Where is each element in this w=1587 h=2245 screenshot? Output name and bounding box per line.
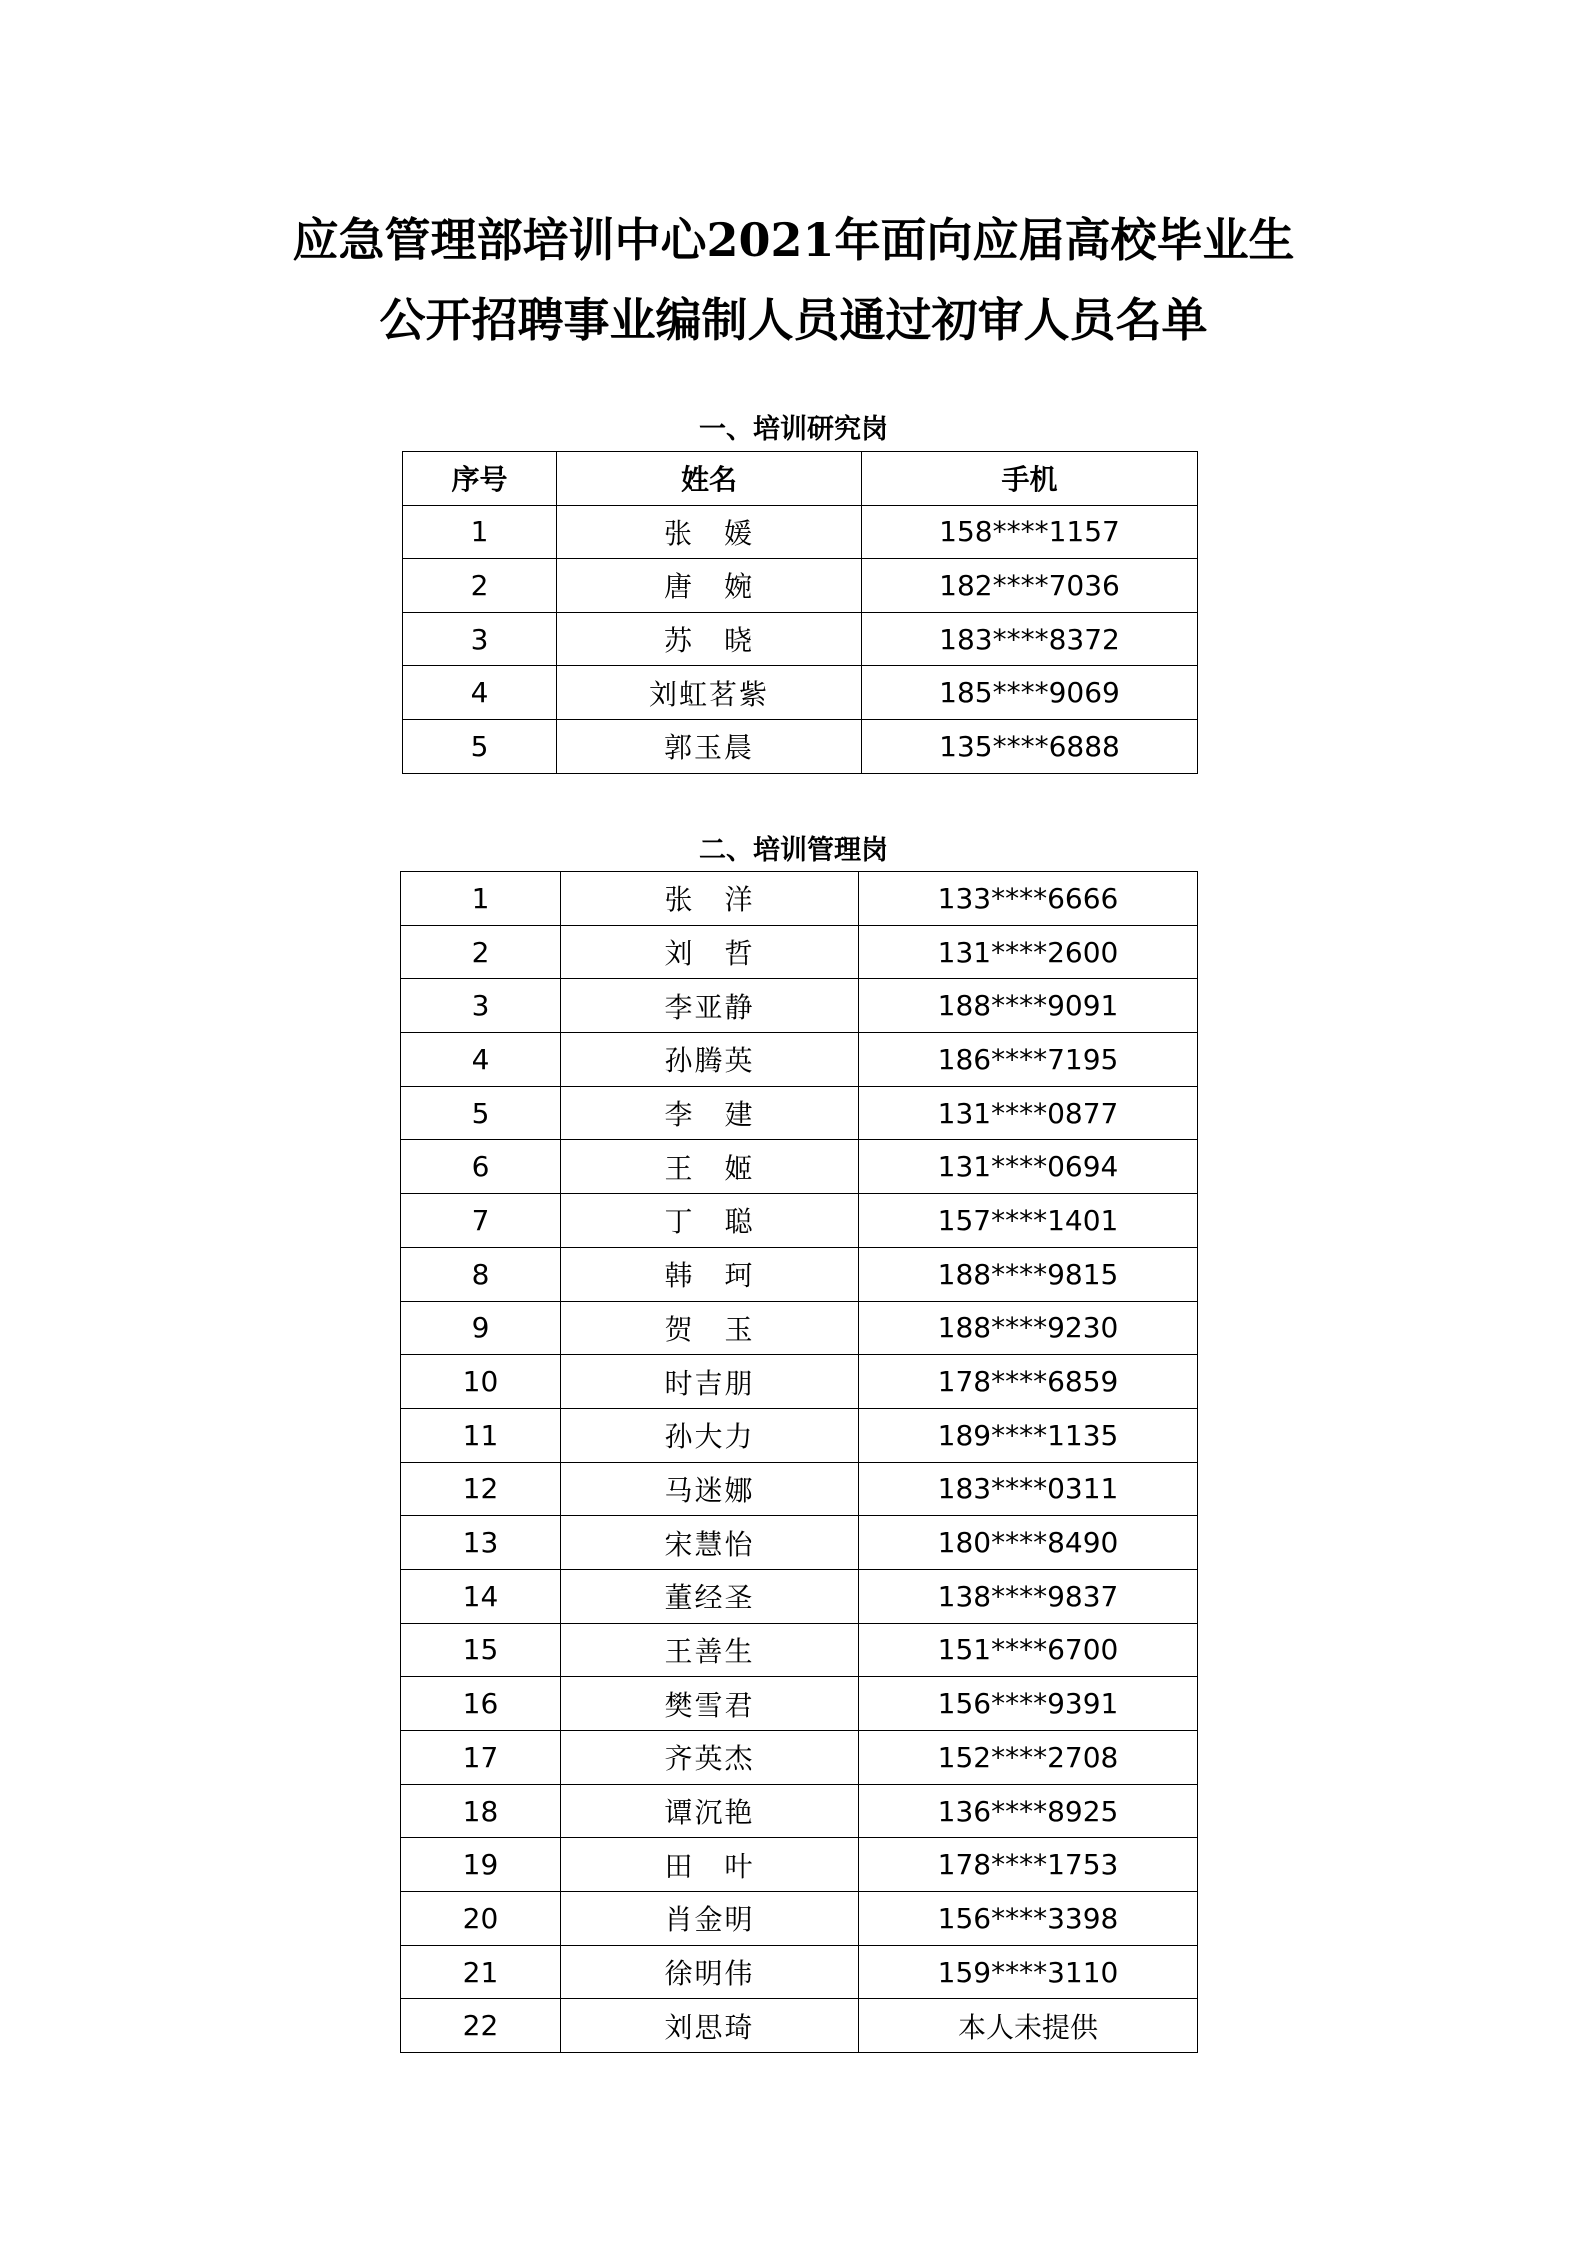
cell-name: 肖金明 [561,1892,859,1946]
research-post-table-body [403,505,1198,773]
cell-number: 14 [401,1569,561,1623]
table-row [401,872,1198,926]
cell-phone: 159****3110 [859,1945,1198,1999]
table-row [401,1569,1198,1623]
document-title-line-1: 应急管理部培训中心2021年面向应届高校毕业生 [292,213,1295,267]
table-row [401,1247,1198,1301]
cell-name: 樊雪君 [561,1677,859,1731]
table-row [401,1623,1198,1677]
cell-name: 刘 哲 [561,925,859,979]
table-row [401,1408,1198,1462]
table-row [401,1355,1198,1409]
table-row [401,1838,1198,1892]
cell-phone: 180****8490 [859,1516,1198,1570]
cell-number: 2 [403,559,557,613]
cell-number: 18 [401,1784,561,1838]
table-row [403,719,1198,773]
cell-name: 张 媛 [557,505,862,559]
table-row [401,1945,1198,1999]
table-row [401,1677,1198,1731]
cell-number: 11 [401,1408,561,1462]
cell-phone: 188****9230 [859,1301,1198,1355]
cell-phone: 131****0877 [859,1086,1198,1140]
cell-number: 19 [401,1838,561,1892]
cell-phone: 188****9815 [859,1247,1198,1301]
section-heading-research: 一、培训研究岗 [699,414,888,445]
table-row [401,1140,1198,1194]
column-header-number: 序号 [403,452,557,506]
cell-number: 1 [401,872,561,926]
cell-phone: 本人未提供 [859,1999,1198,2053]
cell-name: 马迷娜 [561,1462,859,1516]
cell-phone: 156****9391 [859,1677,1198,1731]
table-row [401,1462,1198,1516]
table-row [403,612,1198,666]
table-row [401,1784,1198,1838]
cell-number: 3 [401,979,561,1033]
section-heading-management: 二、培训管理岗 [699,835,888,866]
cell-number: 6 [401,1140,561,1194]
management-post-table [400,871,1198,2053]
cell-phone: 138****9837 [859,1569,1198,1623]
cell-number: 9 [401,1301,561,1355]
cell-name: 齐英杰 [561,1731,859,1785]
cell-name: 刘思琦 [561,1999,859,2053]
cell-phone: 189****1135 [859,1408,1198,1462]
table-row [401,1086,1198,1140]
cell-name: 田 叶 [561,1838,859,1892]
cell-phone: 156****3398 [859,1892,1198,1946]
cell-phone: 178****6859 [859,1355,1198,1409]
cell-name: 李 建 [561,1086,859,1140]
cell-phone: 151****6700 [859,1623,1198,1677]
table-row [401,1194,1198,1248]
cell-name: 李亚静 [561,979,859,1033]
cell-phone: 158****1157 [862,505,1198,559]
cell-phone: 135****6888 [862,719,1198,773]
cell-name: 韩 珂 [561,1247,859,1301]
table-row [401,925,1198,979]
cell-number: 8 [401,1247,561,1301]
cell-phone: 157****1401 [859,1194,1198,1248]
cell-name: 王 姬 [561,1140,859,1194]
cell-number: 15 [401,1623,561,1677]
cell-name: 唐 婉 [557,559,862,613]
cell-number: 4 [403,666,557,720]
cell-number: 20 [401,1892,561,1946]
column-header-phone: 手机 [862,452,1198,506]
cell-phone: 133****6666 [859,872,1198,926]
table-row [401,1731,1198,1785]
table-row [403,666,1198,720]
cell-number: 5 [403,719,557,773]
cell-number: 1 [403,505,557,559]
cell-phone: 185****9069 [862,666,1198,720]
management-post-table-body [401,872,1198,2053]
table-row [401,979,1198,1033]
cell-number: 3 [403,612,557,666]
cell-phone: 178****1753 [859,1838,1198,1892]
cell-phone: 183****0311 [859,1462,1198,1516]
cell-phone: 131****0694 [859,1140,1198,1194]
cell-phone: 188****9091 [859,979,1198,1033]
cell-phone: 182****7036 [862,559,1198,613]
cell-number: 21 [401,1945,561,1999]
cell-phone: 136****8925 [859,1784,1198,1838]
cell-name: 贺 玉 [561,1301,859,1355]
cell-name: 谭沉艳 [561,1784,859,1838]
cell-name: 董经圣 [561,1569,859,1623]
cell-name: 孙大力 [561,1408,859,1462]
table-row [403,505,1198,559]
cell-number: 13 [401,1516,561,1570]
cell-number: 12 [401,1462,561,1516]
table-header-row [403,452,1198,506]
cell-number: 4 [401,1033,561,1087]
cell-name: 丁 聪 [561,1194,859,1248]
cell-number: 17 [401,1731,561,1785]
cell-phone: 131****2600 [859,925,1198,979]
table-row [401,1033,1198,1087]
research-post-table [402,451,1198,774]
cell-number: 2 [401,925,561,979]
table-row [401,1516,1198,1570]
cell-number: 10 [401,1355,561,1409]
cell-phone: 183****8372 [862,612,1198,666]
cell-number: 16 [401,1677,561,1731]
table-row [401,1301,1198,1355]
column-header-name: 姓名 [557,452,862,506]
cell-name: 孙腾英 [561,1033,859,1087]
cell-name: 徐明伟 [561,1945,859,1999]
cell-number: 7 [401,1194,561,1248]
cell-phone: 186****7195 [859,1033,1198,1087]
cell-name: 郭玉晨 [557,719,862,773]
cell-number: 5 [401,1086,561,1140]
document-title-line-2: 公开招聘事业编制人员通过初审人员名单 [379,293,1208,347]
table-row [401,1999,1198,2053]
cell-number: 22 [401,1999,561,2053]
cell-name: 时吉朋 [561,1355,859,1409]
table-row [403,559,1198,613]
cell-name: 苏 晓 [557,612,862,666]
cell-phone: 152****2708 [859,1731,1198,1785]
cell-name: 刘虹茗紫 [557,666,862,720]
cell-name: 张 洋 [561,872,859,926]
cell-name: 王善生 [561,1623,859,1677]
table-row [401,1892,1198,1946]
cell-name: 宋慧怡 [561,1516,859,1570]
